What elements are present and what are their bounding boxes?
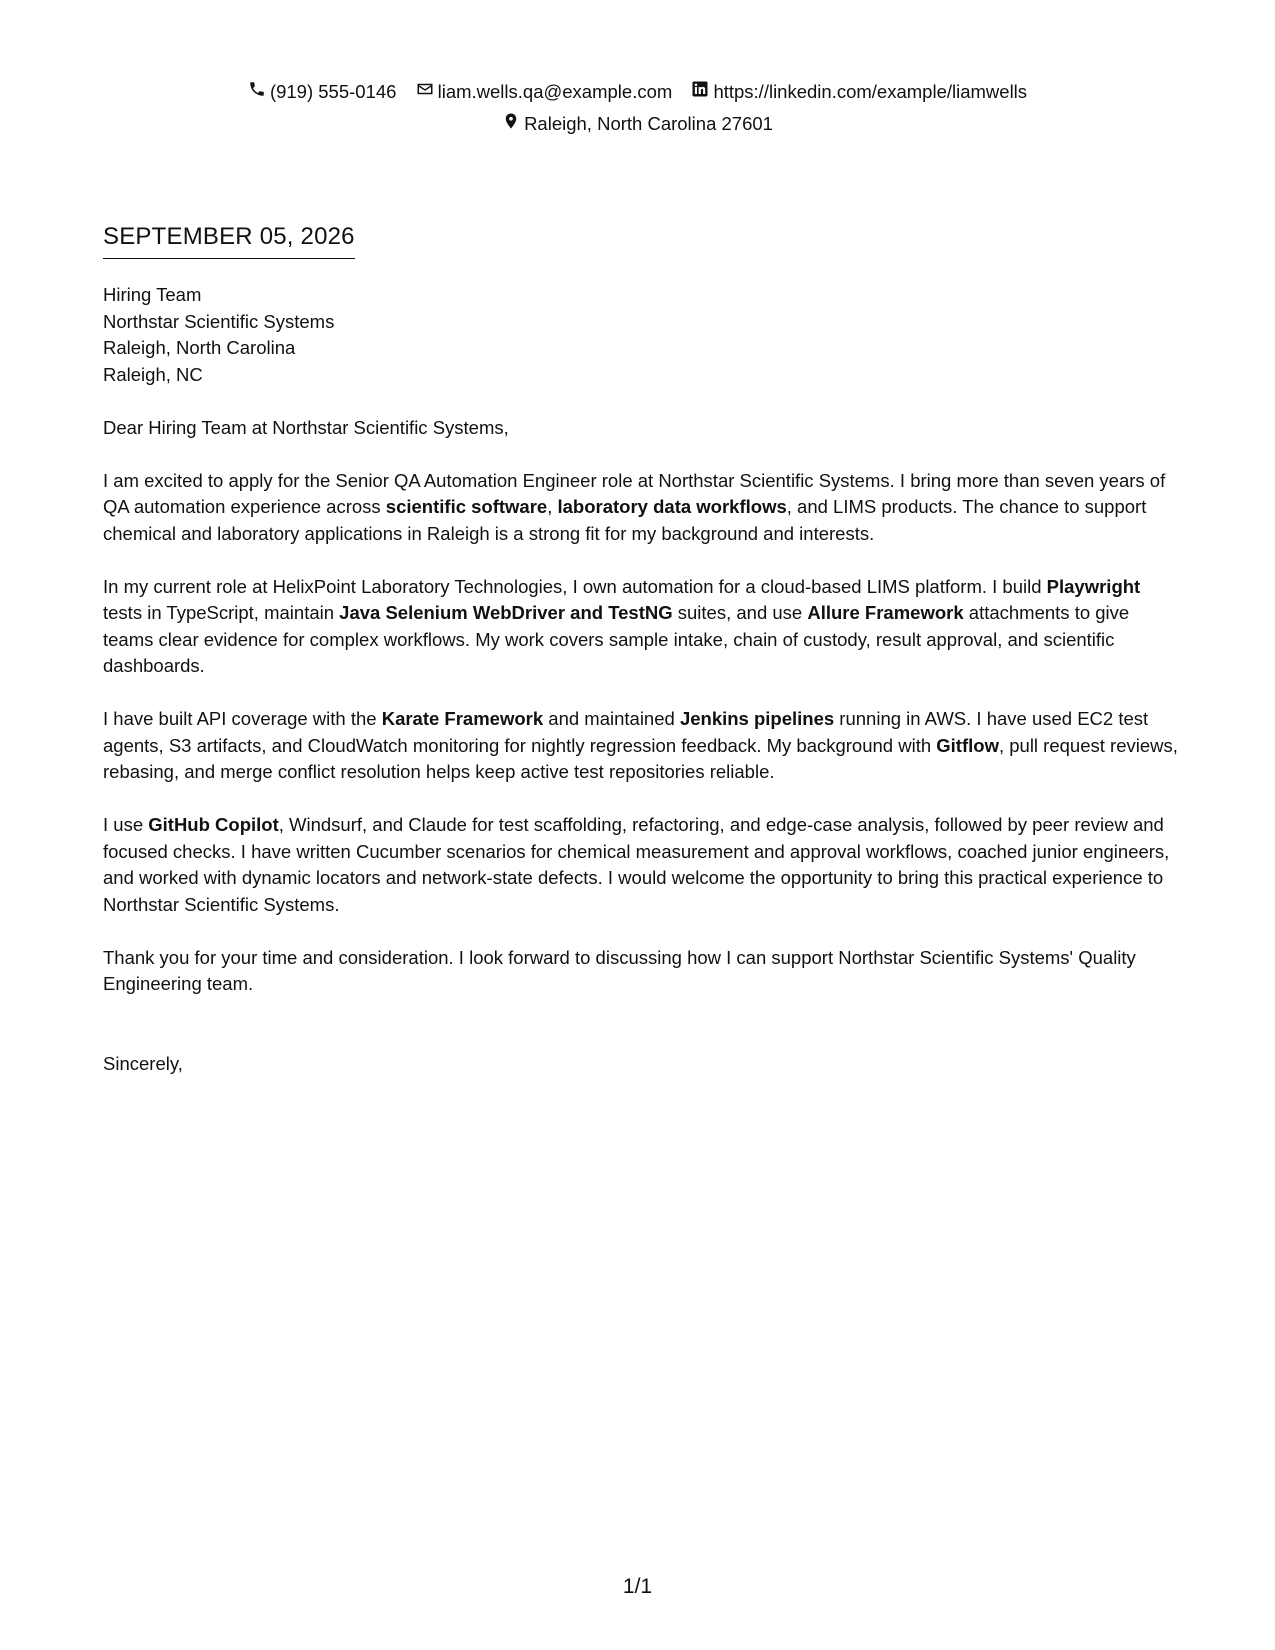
bold-skill: Playwright <box>1046 575 1141 597</box>
letter-date: SEPTEMBER 05, 2026 <box>103 222 355 259</box>
contact-line-primary <box>0 76 1275 108</box>
phone-icon <box>248 76 270 108</box>
bold-skill: scientific software <box>385 496 548 517</box>
contact-header <box>0 76 1275 140</box>
contact-email[interactable] <box>416 76 673 108</box>
linkedin-url[interactable]: https://linkedin.com/example/liamwells <box>713 81 1028 102</box>
recipient-city-state: Raleigh, NC <box>103 363 203 385</box>
text-segment: I am excited to apply for the Senior QA Automation Engineer role at Northstar Scientific Systems. I bring more than seven years of QA automation experience across <box>103 469 1166 517</box>
body-paragraph-current-role <box>103 574 1183 680</box>
spacer <box>103 388 1183 415</box>
spacer <box>103 441 1183 468</box>
spacer <box>103 786 1183 813</box>
text-segment: I use <box>103 814 149 835</box>
bold-skill: Gitflow <box>936 734 999 756</box>
recipient-name: Hiring Team <box>103 284 202 305</box>
closing: Sincerely, <box>103 1052 183 1074</box>
recipient-block <box>103 282 1183 388</box>
email-address[interactable]: liam.wells.qa@example.com <box>437 81 673 102</box>
text-segment: I have built API coverage with the <box>103 708 382 729</box>
text-segment: , <box>547 496 558 517</box>
text-segment: and maintained <box>543 708 680 729</box>
bold-skill: Java Selenium WebDriver and TestNG <box>339 602 673 623</box>
bold-skill: GitHub Copilot <box>148 814 279 835</box>
location-text: Raleigh, North Carolina 27601 <box>524 113 773 134</box>
body-paragraph-intro <box>103 468 1183 548</box>
contact-location <box>502 108 773 140</box>
salutation: Dear Hiring Team at Northstar Scientific Systems, <box>103 416 509 438</box>
text-segment: , and LIMS products. The chance to support chemical and laboratory applications in Raleigh is a strong fit for my background and interests. <box>103 496 1147 544</box>
text-segment: suites, and use <box>672 602 808 623</box>
contact-phone <box>248 76 397 108</box>
linkedin-icon <box>691 76 713 108</box>
recipient-company: Northstar Scientific Systems <box>103 310 335 332</box>
envelope-icon <box>416 76 438 108</box>
text-segment: attachments to give teams clear evidence for complex workflows. My work covers sample intake, chain of custody, result approval, and scientific dashboards. <box>103 602 1130 676</box>
bold-skill: laboratory data workflows <box>557 496 787 517</box>
page-number: 1/1 <box>622 1575 653 1598</box>
spacer <box>103 547 1183 574</box>
text-segment: , Windsurf, and Claude for test scaffolding, refactoring, and edge-case analysis, followed by peer review and focused checks. I have written Cucumber scenarios for chemical measurement and approval workflows, coached junior engineers, and worked with dynamic locators and network-state defects. I would welcome the opportunity to bring this practical experience to Northstar Scientific Systems. <box>103 814 1170 915</box>
body-paragraph-thanks: Thank you for your time and consideration. I look forward to discussing how I can support Northstar Scientific Systems' Quality Engineering team. <box>103 946 1136 994</box>
recipient-location: Raleigh, North Carolina <box>103 337 296 358</box>
contact-line-location <box>0 108 1275 140</box>
bold-skill: Karate Framework <box>381 708 544 729</box>
body-paragraph-api-ci <box>103 706 1183 786</box>
text-segment: tests in TypeScript, maintain <box>103 602 340 623</box>
body-paragraph-tools <box>103 812 1183 918</box>
spacer <box>103 998 1183 1051</box>
text-segment: In my current role at HelixPoint Laboratory Technologies, I own automation for a cloud-based LIMS platform. I build <box>103 575 1047 597</box>
letter-body <box>103 282 1183 1077</box>
text-segment: running in AWS. I have used EC2 test agents, S3 artifacts, and CloudWatch monitoring for nightly regression feedback. My background with <box>103 708 1149 756</box>
map-marker-icon <box>502 108 524 140</box>
contact-linkedin[interactable] <box>691 76 1027 108</box>
bold-skill: Jenkins pipelines <box>679 708 835 729</box>
spacer <box>103 918 1183 945</box>
text-segment: , pull request reviews, rebasing, and merge conflict resolution helps keep active test repositories reliable. <box>103 734 1178 782</box>
phone-number: (919) 555-0146 <box>269 81 397 102</box>
spacer <box>103 680 1183 707</box>
bold-skill: Allure Framework <box>807 602 964 623</box>
